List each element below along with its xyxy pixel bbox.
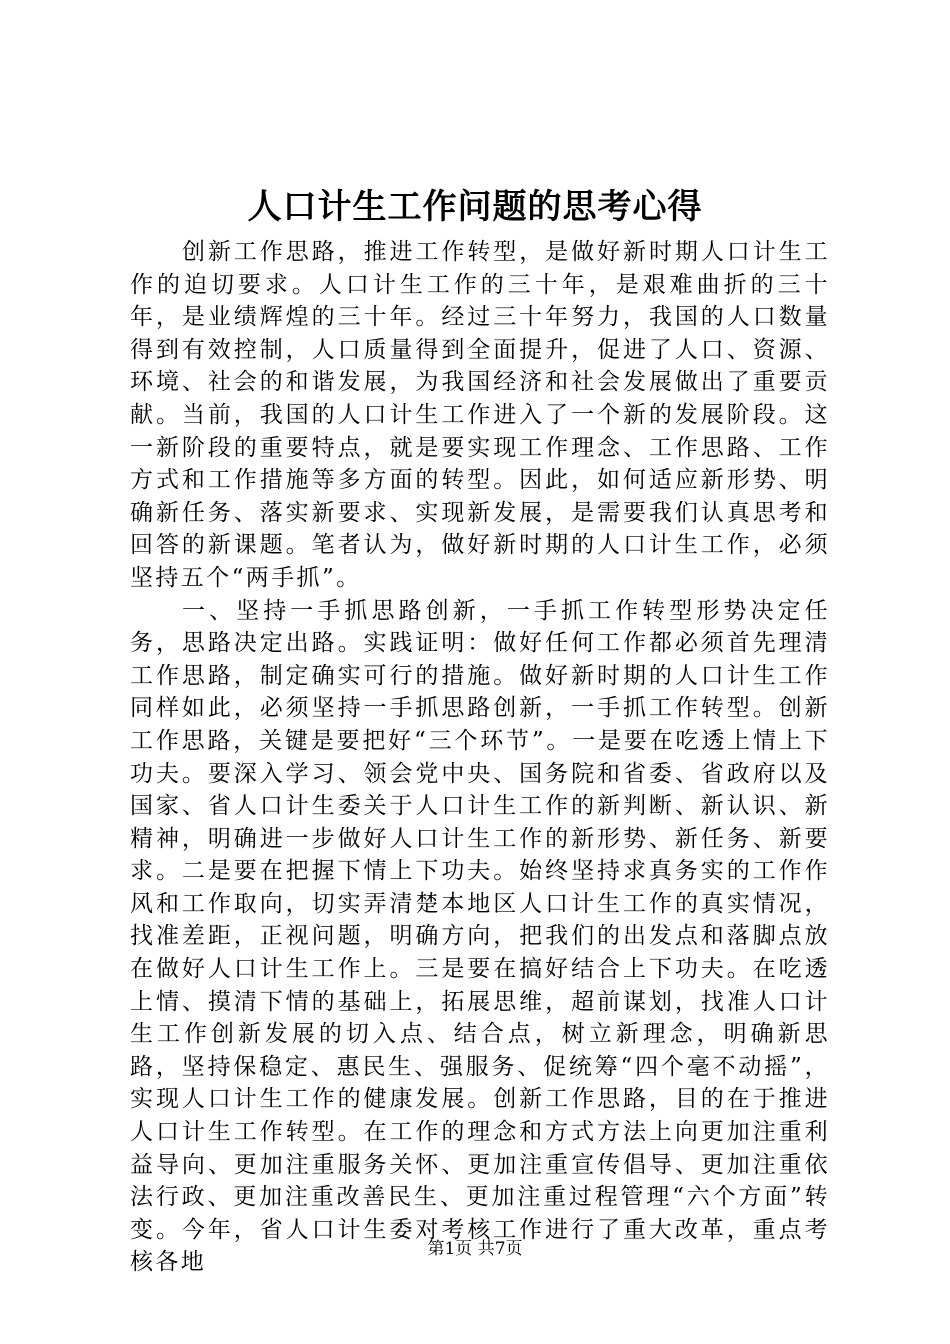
paragraph-section-one: 一、坚持一手抓思路创新，一手抓工作转型形势决定任务，思路决定出路。实践证明：做好任何工作都必须首先理清工作思路，制定确实可行的措施。做好新时期的人口计生工作同样如此，必须坚持一手抓思路创新，一手抓工作转型。创新工作思路，关键是要把好“三个环节”。一是要在吃透上情上下功夫。要深入学习、领会党中央、国务院和省委、省政府以及国家、省人口计生委关于人口计生工作的新判断、新认识、新精神，明确进一步做好人口计生工作的新形势、新任务、新要求。二是要在把握下情上下功夫。始终坚持求真务实的工作作风和工作取向，切实弄清楚本地区人口计生工作的真实情况，找准差距，正视问题，明确方向，把我们的出发点和落脚点放在做好人口计生工作上。三是要在搞好结合上下功夫。在吃透上情、摸清下情的基础上，拓展思维，超前谋划，找准人口计生工作创新发展的切入点、结合点，树立新理念，明确新思路，坚持保稳定、惠民生、强服务、促统筹“四个毫不动摇”，实现人口计生工作的健康发展。创新工作思路，目的在于推进人口计生工作转型。在工作的理念和方式方法上向更加注重利益导向、更加注重服务关怀、更加注重宣传倡导、更加注重依法行政、更加注重改善民生、更加注重过程管理“六个方面”转变。今年，省人口计生委对考核工作进行了重大改革，重点考核各地 [130, 597, 830, 1276]
paragraph-intro: 创新工作思路，推进工作转型，是做好新时期人口计生工作的迫切要求。人口计生工作的三十年，是艰难曲折的三十年，是业绩辉煌的三十年。经过三十年努力，我国的人口数量得到有效控制，人口质量得到全面提升，促进了人口、资源、环境、社会的和谐发展，为我国经济和社会发展做出了重要贡献。当前，我国的人口计生工作进入了一个新的发展阶段。这一新阶段的重要特点，就是要实现工作理念、工作思路、工作方式和工作措施等多方面的转型。因此，如何适应新形势、明确新任务、落实新要求、实现新发展，是需要我们认真思考和回答的新课题。笔者认为，做好新时期的人口计生工作，必须坚持五个“两手抓”。 [130, 239, 830, 591]
document-body [130, 236, 830, 1279]
page-number-footer: 第1页 共7页 [427, 1239, 523, 1259]
document-title: 人口计生工作问题的思考心得 [247, 187, 703, 227]
